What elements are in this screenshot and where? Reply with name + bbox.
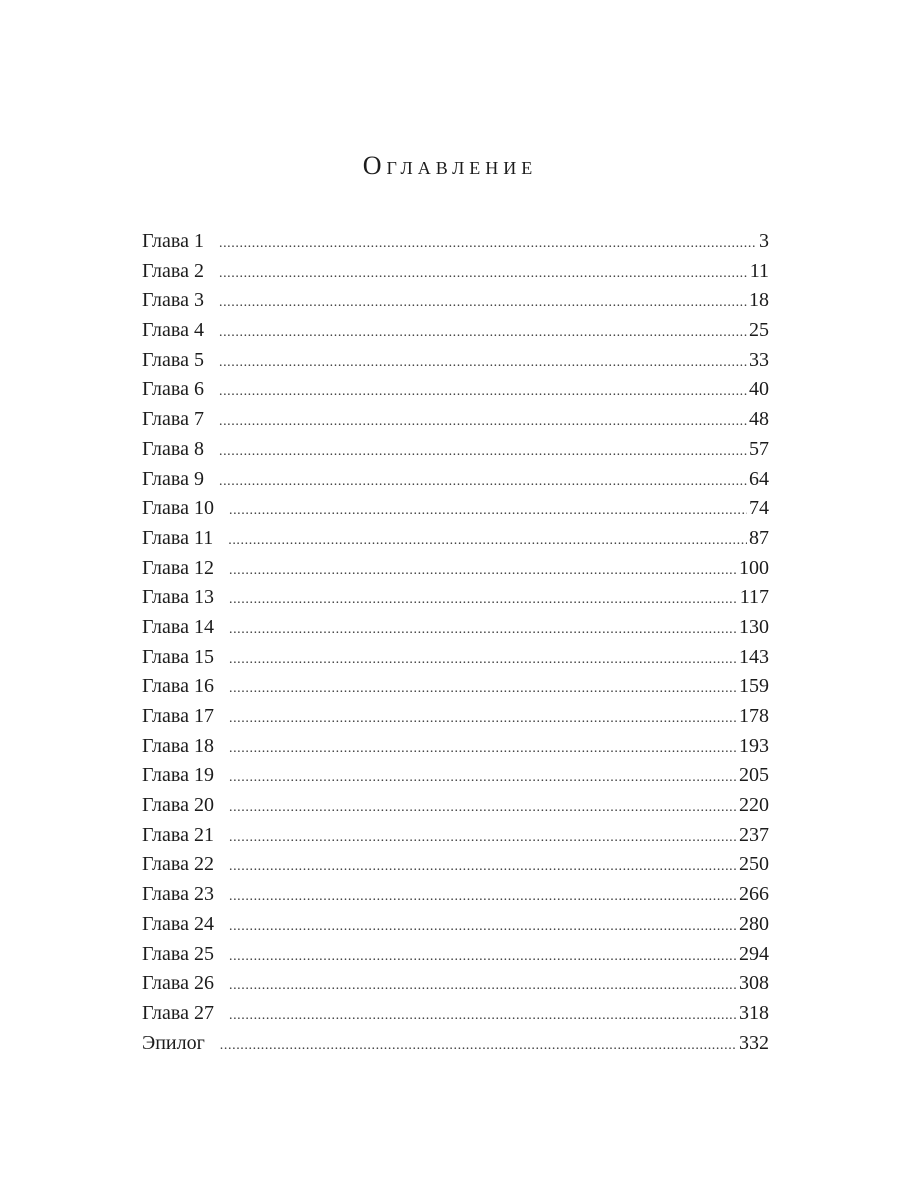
toc-dot-leader — [229, 763, 737, 793]
toc-dot-leader — [229, 823, 737, 853]
toc-entry-label: Глава 16 — [142, 675, 214, 698]
toc-entry — [142, 286, 769, 316]
toc-dot-leader — [219, 318, 747, 348]
toc-dot-leader — [219, 348, 747, 378]
toc-entry-page-number: 11 — [749, 259, 769, 282]
toc-entry-page-number: 18 — [749, 289, 769, 312]
toc-entry-page-number: 40 — [749, 378, 769, 401]
toc-dot-leader — [220, 1031, 737, 1061]
toc-dot-leader — [229, 674, 737, 704]
toc-entry — [142, 613, 769, 643]
toc-entry-label: Глава 23 — [142, 883, 214, 906]
toc-entry — [142, 375, 769, 405]
toc-dot-leader — [229, 852, 737, 882]
toc-dot-leader — [229, 585, 738, 615]
toc-entry-page-number: 332 — [739, 1031, 769, 1054]
toc-entry — [142, 257, 769, 287]
toc-entry — [142, 761, 769, 791]
toc-entry-page-number: 294 — [739, 942, 769, 965]
toc-dot-leader — [228, 526, 747, 556]
toc-dot-leader — [219, 259, 748, 289]
toc-dot-leader — [229, 734, 737, 764]
toc-entry — [142, 465, 769, 495]
toc-entry-page-number: 3 — [759, 230, 769, 252]
toc-entry-page-number: 87 — [749, 526, 769, 549]
toc-dot-leader — [229, 971, 737, 1001]
toc-entry-label: Глава 14 — [142, 615, 214, 638]
toc-entry — [142, 850, 769, 880]
toc-entry-page-number: 250 — [739, 853, 769, 876]
toc-entry-label: Глава 15 — [142, 645, 214, 668]
toc-entry-label: Эпилог — [142, 1031, 205, 1054]
toc-entry-page-number: 143 — [739, 645, 769, 668]
toc-entry — [142, 643, 769, 673]
toc-entry-page-number: 48 — [749, 408, 769, 431]
toc-entry — [142, 969, 769, 999]
toc-dot-leader — [219, 437, 747, 467]
toc-dot-leader — [229, 615, 737, 645]
toc-dot-leader — [229, 704, 737, 734]
toc-entry-label: Глава 27 — [142, 1001, 214, 1024]
toc-entry-page-number: 130 — [739, 615, 769, 638]
toc-dot-leader — [219, 467, 747, 497]
toc-entry-label: Глава 26 — [142, 972, 214, 995]
toc-entry-page-number: 205 — [739, 764, 769, 787]
toc-entry — [142, 821, 769, 851]
toc-dot-leader — [219, 229, 757, 259]
toc-dot-leader — [229, 1001, 737, 1031]
toc-entry-label: Глава 22 — [142, 853, 214, 876]
toc-dot-leader — [219, 288, 747, 318]
toc-entry-page-number: 266 — [739, 883, 769, 906]
toc-entry-page-number: 237 — [739, 823, 769, 846]
toc-entry-page-number: 33 — [749, 348, 769, 371]
toc-entry-label: Глава 6 — [142, 378, 204, 401]
toc-entry-page-number: 74 — [749, 497, 769, 520]
toc-entry-label: Глава 2 — [142, 259, 204, 282]
toc-entry-page-number: 318 — [739, 1001, 769, 1024]
toc-entry-page-number: 308 — [739, 972, 769, 995]
toc-entry-page-number: 64 — [749, 467, 769, 490]
toc-entry — [142, 524, 769, 554]
toc-entry-label: Глава 12 — [142, 556, 214, 579]
toc-entry-label: Глава 5 — [142, 348, 204, 371]
toc-entry-page-number: 193 — [739, 734, 769, 757]
toc-dot-leader — [229, 496, 747, 526]
toc-entry-page-number: 100 — [739, 556, 769, 579]
toc-entry-page-number: 57 — [749, 437, 769, 460]
toc-dot-leader — [229, 912, 737, 942]
toc-entry — [142, 316, 769, 346]
toc-entry-label: Глава 17 — [142, 705, 214, 727]
toc-entry-label: Глава 7 — [142, 408, 204, 431]
toc-dot-leader — [229, 556, 737, 586]
toc-entry — [142, 346, 769, 376]
toc-entry — [142, 940, 769, 970]
toc-entry — [142, 1029, 769, 1059]
toc-entry-label: Глава 19 — [142, 764, 214, 787]
toc-entry-label: Глава 8 — [142, 437, 204, 460]
toc-entry — [142, 702, 769, 732]
toc-dot-leader — [229, 942, 737, 972]
toc-entry-label: Глава 11 — [142, 526, 214, 549]
toc-entry — [142, 880, 769, 910]
toc-entry — [142, 435, 769, 465]
toc-entry — [142, 494, 769, 524]
toc-dot-leader — [229, 882, 737, 912]
toc-entry-label: Глава 4 — [142, 319, 204, 342]
toc-entry-label: Глава 25 — [142, 942, 214, 965]
toc-entry — [142, 554, 769, 584]
toc-entry-label: Глава 24 — [142, 912, 214, 935]
toc-entry-page-number: 178 — [739, 705, 769, 727]
toc-entry-label: Глава 9 — [142, 467, 204, 490]
toc-entry — [142, 405, 769, 435]
toc-entry-page-number: 25 — [749, 319, 769, 342]
toc-entry-label: Глава 20 — [142, 794, 214, 817]
toc-entry-label: Глава 1 — [142, 230, 204, 252]
toc-entry — [142, 227, 769, 257]
toc-entry — [142, 999, 769, 1029]
toc-entry-label: Глава 13 — [142, 586, 214, 609]
toc-dot-leader — [219, 377, 747, 407]
toc-entry-page-number: 159 — [739, 675, 769, 698]
toc-entry-label: Глава 3 — [142, 289, 204, 312]
toc-entry-label: Глава 21 — [142, 823, 214, 846]
toc-entry — [142, 732, 769, 762]
table-of-contents — [142, 227, 769, 1058]
page-title: Оглавление — [362, 151, 538, 181]
toc-entry-label: Глава 10 — [142, 497, 214, 520]
toc-entry — [142, 583, 769, 613]
toc-entry — [142, 672, 769, 702]
toc-entry-label: Глава 18 — [142, 734, 214, 757]
toc-entry — [142, 791, 769, 821]
toc-dot-leader — [229, 645, 737, 675]
toc-entry-page-number: 117 — [739, 586, 769, 609]
toc-dot-leader — [229, 793, 737, 823]
toc-entry — [142, 910, 769, 940]
toc-entry-page-number: 220 — [739, 794, 769, 817]
toc-entry-page-number: 280 — [739, 912, 769, 935]
toc-dot-leader — [219, 407, 747, 437]
